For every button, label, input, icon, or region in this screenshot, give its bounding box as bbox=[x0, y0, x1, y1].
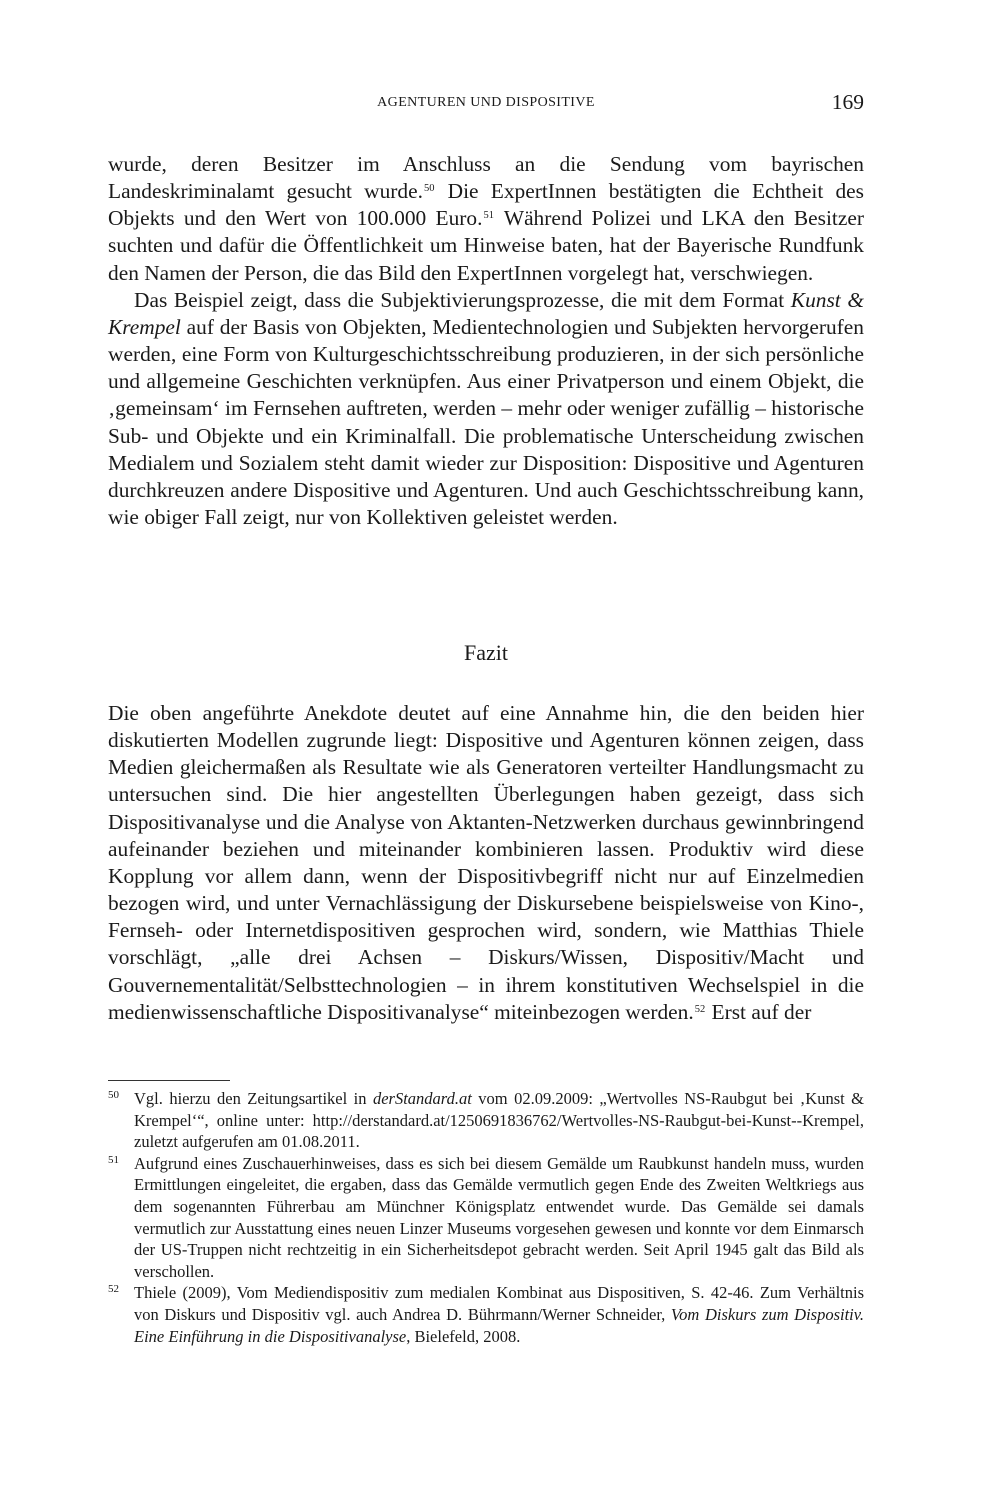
paragraph-1: wurde, deren Besitzer im Anschluss an die Sendung vom bayrischen Landeskriminalamt gesucht wurde.$^{50}$ Die ExpertInnen bestätigten die Echtheit des Objekts und den Wert von 100.000 Euro.$^{51}$ Während Polizei und LKA den Besitzer suchten und dafür die Öffentlichkeit um Hinweise baten, hat der Bayerische Rundfunk den Namen der Person, die das Bild den ExpertInnen vorgelegt hat, verschwiegen. bbox=[108, 152, 864, 285]
footnote-ref-50[interactable]: 50 bbox=[423, 183, 435, 195]
running-head bbox=[108, 90, 864, 120]
footnote-number: 51 bbox=[108, 1153, 119, 1166]
footnote-ref-52[interactable]: 52 bbox=[694, 1003, 706, 1015]
footnote-ref-51[interactable]: 51 bbox=[483, 210, 494, 222]
footnote-50: 50 Vgl. hierzu den Zeitungsartikel in derStandard.at vom 02.09.2009: „Wertvolles NS-Raubgut bei ‚Kunst & Krempel‘“, online unter: http://derstandard.at/1250691836762/Wertvolles-NS-Raubgut-bei-Kunst--Krempel, zuletzt aufgerufen am 01.08.2011. bbox=[108, 1088, 864, 1153]
footnote-51: 51 Aufgrund eines Zuschauerhinweises, dass es sich bei diesem Gemälde um Raubkunst handeln muss, wurden Ermittlungen eingeleitet, die ergaben, dass das Gemälde vermutlich gegen Ende des Zweiten Weltkriegs aus dem sogenannten Führerbau am Münchner Königsplatz entwendet wurde. Das Gemälde sei damals vermutlich zur Ausstattung eines neuen Linzer Museums vorgesehen gewesen und konnte vor dem Einmarsch der US-Truppen nicht rechtzeitig in ein Sicherheitsdepot gebracht werden. Seit April 1945 galt das Bild als verschollen. bbox=[108, 1153, 864, 1283]
paragraph-2: Das Beispiel zeigt, dass die Subjektivierungsprozesse, die mit dem Format Kunst & Krempel auf der Basis von Objekten, Medientechnologien und Subjekten hervorgerufen werden, eine Form von Kulturgeschichtsschreibung produzieren, in der sich persönliche und allgemeine Geschichten verknüpfen. Aus einer Privatperson und einem Objekt, die ‚gemeinsam‘ im Fernsehen auftreten, werden – mehr oder weniger zufällig – historische Sub- und Objekte und ein Kriminalfall. Die problematische Unterscheidung zwischen Medialem und Sozialem steht damit wieder zur Disposition: Dispositive und Agenturen durchkreuzen andere Dispositive und Agenturen. Und auch Geschichtsschreibung kann, wie obiger Fall zeigt, nur von Kollektiven geleistet werden. bbox=[108, 287, 864, 530]
footnote-divider bbox=[108, 1080, 230, 1081]
italic-title-kunst-krempel: Kunst & Krempel bbox=[108, 287, 864, 339]
italic-source: derStandard.at bbox=[372, 1089, 472, 1108]
section-heading-fazit: Fazit bbox=[464, 640, 508, 665]
body-text-upper bbox=[108, 151, 864, 531]
footnote-number: 50 bbox=[108, 1089, 119, 1101]
page-number: 169 bbox=[831, 90, 864, 114]
italic-book-title: Vom Diskurs zum Dispositiv. Eine Einführung in die Dispositivanalyse bbox=[134, 1304, 864, 1346]
footnote-52: 52 Thiele (2009), Vom Mediendispositiv zum medialen Kombinat aus Dispositiven, S. 42-46. Zum Verhältnis von Diskurs und Dispositiv vgl. auch Andrea D. Bührmann/Werner Schneider, Vom Diskurs zum Dispositiv. Eine Einführung in die Dispositivanalyse, Bielefeld, 2008. bbox=[108, 1282, 864, 1347]
footnote-number: 52 bbox=[108, 1283, 119, 1296]
footnotes bbox=[108, 1088, 864, 1347]
body-text-lower bbox=[108, 700, 864, 1026]
running-title: AGENTUREN UND DISPOSITIVE bbox=[377, 95, 595, 110]
paragraph-3: Die oben angeführte Anekdote deutet auf eine Annahme hin, die den beiden hier diskutierten Modellen zugrunde liegt: Dispositive und Agenturen können zeigen, dass Medien gleichermaßen als Resultate wie als Generatoren verteilter Handlungsmacht zu untersuchen sind. Die hier angestellten Überlegungen haben gezeigt, dass sich Dispositivanalyse und die Analyse von Aktanten-Netzwerken durchaus gewinnbringend aufeinander beziehen und miteinander kombinieren lassen. Produktiv wird diese Kopplung vor allem dann, wenn der Dispositivbegriff nicht nur auf Einzelmedien bezogen wird, und unter Vernachlässigung der Diskursebene beispielsweise von Kino-, Fernseh- oder Internetdispositiven gesprochen wird, sondern, wie Matthias Thiele vorschlägt, „alle drei Achsen – Diskurs/Wissen, Dispositiv/Macht und Gouvernementalität/Selbsttechnologien – in ihrem konstitutiven Wechselspiel in die medienwissenschaftliche Dispositivanalyse“ miteinbezogen werden.$^{52}$ Erst auf der bbox=[108, 701, 864, 1024]
